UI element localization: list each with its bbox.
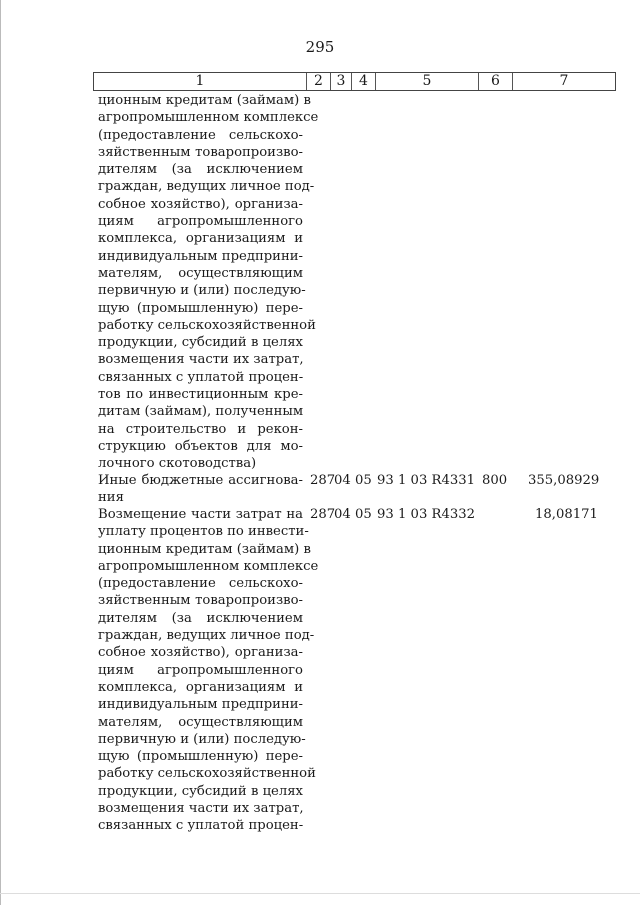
text-line: возмещения части их затрат, <box>98 801 304 817</box>
row2-col4: 05 <box>355 507 372 522</box>
text-line: первичную и (или) последую- <box>98 283 306 299</box>
text-line: первичную и (или) последую- <box>98 731 306 747</box>
row1-col4: 05 <box>355 473 372 488</box>
text-line: зяйственным товаропроизво- <box>98 144 303 160</box>
text-line: зяйственным товаропроизво- <box>98 593 303 609</box>
header-col-3: 3 <box>331 73 352 90</box>
header-col-1: 1 <box>94 73 307 90</box>
text-line: (предоставление сельскохо- <box>98 127 303 143</box>
header-col-5: 5 <box>376 73 479 90</box>
text-line: граждан, ведущих личное под- <box>98 628 315 644</box>
row-interest-compensation-text <box>98 506 319 835</box>
row2-col3: 04 <box>334 507 351 522</box>
text-line: комплекса, организациям и <box>98 231 303 247</box>
text-line: связанных с уплатой процен- <box>98 369 304 385</box>
header-col-7: 7 <box>559 73 569 89</box>
scan-edge-bottom <box>0 893 640 894</box>
text-line: ния <box>98 490 124 506</box>
text-line: ционным кредитам (займам) в <box>98 541 311 557</box>
text-line: лочного скотоводства) <box>98 456 257 472</box>
text-line: дителям (за исключением <box>98 610 303 626</box>
row-other-budget-allocations-text <box>98 472 303 507</box>
text-line: продукции, субсидий в целях <box>98 335 303 351</box>
text-line: циям агропромышленного <box>98 214 303 230</box>
text-line: работку сельскохозяйственной <box>98 317 316 333</box>
table-header <box>93 72 616 91</box>
row2-col2: 287 <box>310 507 336 522</box>
text-line: дитам (займам), полученным <box>98 404 304 420</box>
text-line: на строительство и рекон- <box>98 421 303 437</box>
text-line: индивидуальным предприни- <box>98 697 303 713</box>
row2-col7: 18,08171 <box>535 507 598 522</box>
text-line: граждан, ведущих личное под- <box>98 179 315 195</box>
row1-col6: 800 <box>482 473 508 488</box>
row1-col3: 04 <box>334 473 351 488</box>
continued-row-text <box>98 92 319 473</box>
text-line: мателям, осуществляющим <box>98 265 303 281</box>
text-line: тов по инвестиционным кре- <box>98 387 303 403</box>
text-line: индивидуальным предприни- <box>98 248 303 264</box>
row1-col5: 93 1 03 R4331 <box>377 473 476 488</box>
header-col-6: 6 <box>479 73 513 90</box>
text-line: циям агропромышленного <box>98 662 303 678</box>
text-line: агропромышленном комплексе <box>98 110 319 126</box>
text-line: щую (промышленную) пере- <box>98 300 303 316</box>
text-line: струкцию объектов для мо- <box>98 438 303 454</box>
row2-col5: 93 1 03 R4332 <box>377 507 476 522</box>
text-line: Возмещение части затрат на <box>98 507 303 522</box>
text-line: уплату процентов по инвести- <box>98 524 309 540</box>
text-line: собное хозяйство), организа- <box>98 645 303 661</box>
text-line: дителям (за исключением <box>98 162 303 178</box>
header-col-4: 4 <box>352 73 376 90</box>
text-line: (предоставление сельскохо- <box>98 576 303 592</box>
row1-col2: 287 <box>310 473 336 488</box>
text-line: ционным кредитам (займам) в <box>98 93 311 108</box>
text-line: щую (промышленную) пере- <box>98 749 303 765</box>
text-line: связанных с уплатой процен- <box>98 818 304 834</box>
text-line: собное хозяйство), организа- <box>98 196 303 212</box>
text-line: комплекса, организациям и <box>98 679 303 695</box>
text-line: возмещения части их затрат, <box>98 352 304 368</box>
text-line: работку сельскохозяйственной <box>98 766 316 782</box>
text-line: мателям, осуществляющим <box>98 714 303 730</box>
text-line: продукции, субсидий в целях <box>98 783 303 799</box>
text-line: Иные бюджетные ассигнова- <box>98 473 303 488</box>
row1-col7: 355,08929 <box>528 473 600 488</box>
header-col-2: 2 <box>307 73 331 90</box>
scan-edge <box>0 0 1 905</box>
text-line: агропромышленном комплексе <box>98 558 319 574</box>
page-number: 295 <box>305 38 335 56</box>
